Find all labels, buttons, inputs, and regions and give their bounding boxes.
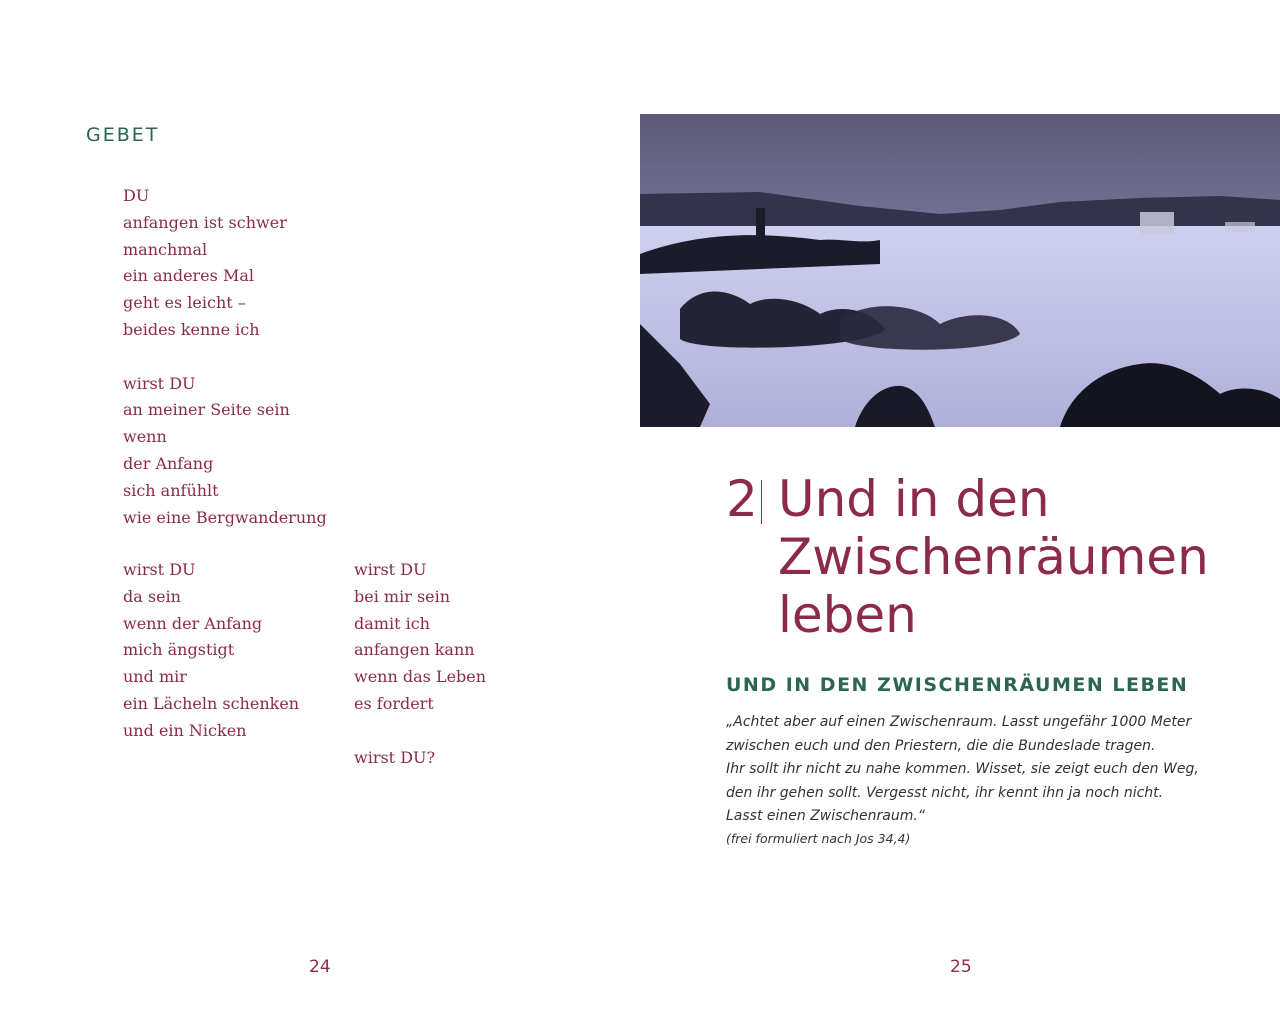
poem-line: anfangen ist schwer bbox=[123, 212, 287, 232]
poem-line: und ein Nicken bbox=[123, 720, 247, 740]
poem-line: wie eine Bergwanderung bbox=[123, 507, 327, 527]
poem-line: sich anfühlt bbox=[123, 480, 219, 500]
poem-line: anfangen kann bbox=[354, 640, 475, 660]
poem-line: beides kenne ich bbox=[123, 319, 260, 339]
chapter-title-line: Zwischenräumen bbox=[778, 528, 1209, 586]
poem-line: mich ängstigt bbox=[123, 640, 235, 660]
poem-line: wirst DU bbox=[123, 373, 196, 393]
chapter-title-line: Und in den bbox=[778, 470, 1050, 528]
quote-line: zwischen euch und den Priestern, die die Bundeslade tragen. bbox=[726, 737, 1156, 754]
poem-line: DU bbox=[123, 186, 150, 205]
stanza-break bbox=[354, 718, 486, 745]
quote-source: (frei formuliert nach Jos 34,4) bbox=[726, 831, 911, 846]
section-heading: GEBET bbox=[86, 124, 160, 146]
chapter-title-lines bbox=[778, 470, 1209, 644]
right-page bbox=[640, 0, 1280, 1019]
page-number-left: 24 bbox=[309, 957, 331, 977]
chapter-divider bbox=[761, 480, 762, 524]
chapter-title-line: leben bbox=[778, 586, 917, 644]
poem-line: an meiner Seite sein bbox=[123, 400, 290, 420]
poem-line: da sein bbox=[123, 586, 181, 606]
poem-line: geht es leicht – bbox=[123, 293, 246, 313]
poem-column-c bbox=[354, 557, 486, 771]
poem-line: ein anderes Mal bbox=[123, 266, 254, 286]
subheading: UND IN DEN ZWISCHENRÄUMEN LEBEN bbox=[726, 674, 1189, 696]
quote-line: „Achtet aber auf einen Zwischenraum. Lasst ungefähr 1000 Meter bbox=[726, 714, 1192, 730]
poem-line: wenn das Leben bbox=[354, 667, 487, 687]
poem-line: damit ich bbox=[354, 613, 430, 633]
quote-line: Lasst einen Zwischenraum.“ bbox=[726, 808, 926, 825]
quote-line: den ihr gehen sollt. Vergesst nicht, ihr kennt ihn ja noch nicht. bbox=[726, 784, 1164, 801]
poem-column-b bbox=[123, 557, 299, 745]
poem-line: manchmal bbox=[123, 239, 208, 259]
chapter-number: 2 bbox=[726, 470, 758, 528]
page-number-right: 25 bbox=[950, 957, 972, 977]
misty-landscape-photo bbox=[640, 114, 1280, 427]
stanza-break bbox=[123, 344, 327, 371]
poem-line: der Anfang bbox=[123, 453, 214, 473]
poem-line: wirst DU bbox=[123, 560, 196, 579]
poem-line: wirst DU bbox=[354, 560, 427, 579]
poem-line: wirst DU? bbox=[354, 747, 436, 767]
poem-line: wenn der Anfang bbox=[123, 613, 263, 633]
poem-line: bei mir sein bbox=[354, 586, 451, 606]
poem-line: es fordert bbox=[354, 693, 434, 713]
poem-line: und mir bbox=[123, 667, 187, 687]
poem-line: ein Lächeln schenken bbox=[123, 693, 300, 713]
poem-column-a bbox=[123, 183, 327, 531]
poem-line: wenn bbox=[123, 427, 167, 447]
quote-line: Ihr sollt ihr nicht zu nahe kommen. Wisset, sie zeigt euch den Weg, bbox=[726, 761, 1199, 778]
bible-quote bbox=[726, 711, 1199, 829]
